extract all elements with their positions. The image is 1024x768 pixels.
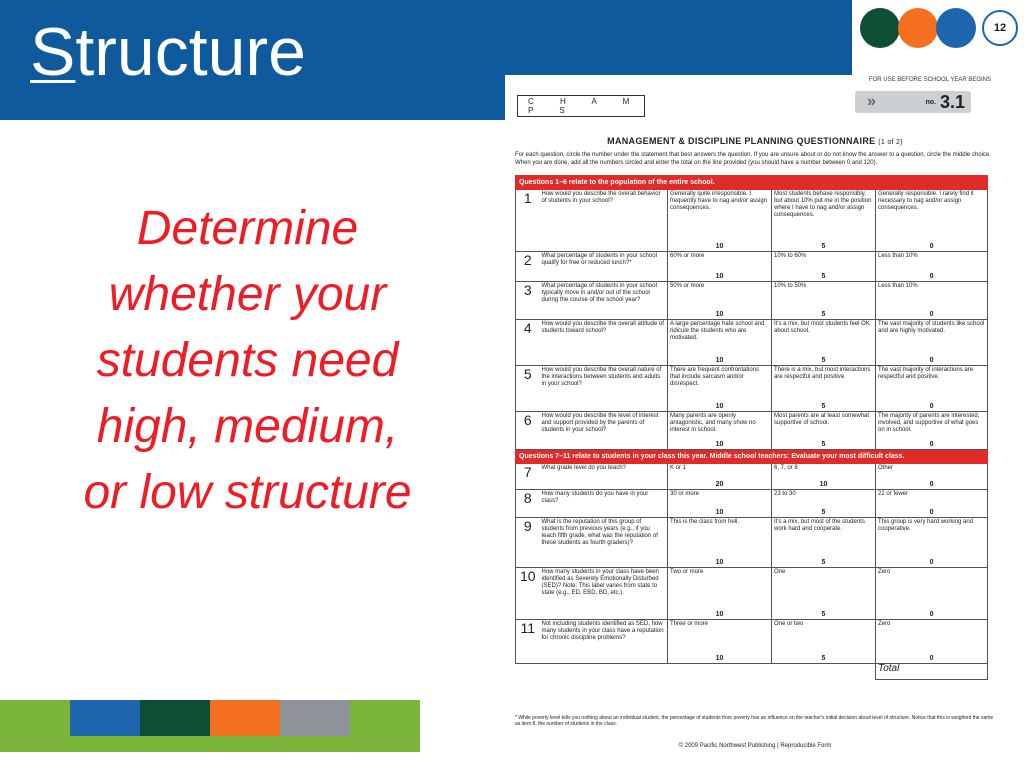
answer-option[interactable]: [668, 320, 772, 366]
answer-points: 0: [929, 481, 934, 488]
question-number: 8: [516, 490, 540, 518]
champs-logo: C H A M P S: [517, 95, 645, 117]
slide-title: [30, 14, 306, 90]
answer-text: Less than 10%: [878, 283, 918, 289]
total-field[interactable]: Total: [876, 664, 988, 680]
double-chevron-icon: »: [867, 93, 876, 110]
answer-option[interactable]: [876, 490, 988, 518]
answer-points: 0: [929, 273, 934, 280]
answer-points: 5: [821, 655, 826, 662]
questionnaire-intro: For each question, circle the number under the statement that best answers the question. If you are unsure about or do not know the answer to a question, circle the middle choice. When you are done, add all the numbers circled and enter the total on the line provided (you should have a number between 0 and 120).: [515, 152, 991, 166]
answer-text: There are frequent confrontations that include sarcasm and/or disrespect.: [670, 367, 760, 387]
question-text: What is the reputation of this group of students from previous years (e.g., if you teach fifth grade, what was the reputation of these students as fourth graders)?: [540, 518, 668, 568]
answer-option[interactable]: [772, 620, 876, 664]
answer-points: 10: [715, 403, 724, 410]
lead-line: whether your: [108, 268, 387, 321]
answer-points: 0: [929, 403, 934, 410]
question-text: How many students in your class have been identified as Severely Emotionally Disturbed (SED)? Note: This label varies from state to state (e.g., ED, EBD, BD, etc.).: [540, 568, 668, 620]
answer-text: 60% or more: [670, 253, 705, 259]
total-row: [516, 664, 988, 680]
question-text: What percentage of students in your school qualify for free or reduced lunch?*: [540, 252, 668, 282]
answer-points: 5: [821, 509, 826, 516]
question-row: [516, 190, 988, 252]
form-number-badge: [855, 91, 971, 113]
answer-points: 0: [929, 243, 934, 250]
answer-text: A large percentage hate school and ridicule the students who are motivated.: [670, 321, 765, 341]
answer-points: 10: [715, 441, 724, 448]
form-number-label: no.: [925, 98, 936, 106]
question-text: How many students do you have in your class?: [540, 490, 668, 518]
answer-text: Less than 10%: [878, 253, 918, 259]
answer-points: 10: [715, 273, 724, 280]
answer-points: 5: [821, 243, 826, 250]
questionnaire-title-text: MANAGEMENT & DISCIPLINE PLANNING QUESTIONNAIRE: [607, 136, 876, 146]
answer-text: There is a mix, but most interactions are respectful and positive.: [774, 367, 871, 380]
answer-text: Generally responsible. I rarely find it necessary to nag and/or assign consequences.: [878, 191, 974, 211]
answer-option[interactable]: [876, 366, 988, 412]
answer-text: The vast majority of interactions are respectful and positive.: [878, 367, 974, 380]
answer-option[interactable]: [772, 412, 876, 450]
answer-points: 0: [929, 509, 934, 516]
answer-points: 5: [821, 403, 826, 410]
answer-option[interactable]: [772, 282, 876, 320]
answer-points: 10: [715, 509, 724, 516]
slide-title-initial: S: [30, 14, 76, 90]
answer-text: Generally quite irresponsible. I frequently have to nag and/or assign consequences.: [670, 191, 768, 211]
section-header-class: [516, 450, 988, 464]
answer-text: Most students behave responsibly, but about 10% put me in the position where I have to nag and/or assign consequences.: [774, 191, 872, 218]
answer-text: The majority of parents are interested, involved, and supportive of what goes on in school.: [878, 413, 980, 433]
answer-option[interactable]: [772, 320, 876, 366]
answer-text: Other: [878, 465, 894, 471]
question-row: [516, 620, 988, 664]
form-number: 3.1: [939, 91, 965, 112]
answer-points: 10: [715, 243, 724, 250]
decorative-circles: [860, 8, 974, 48]
lead-line: high, medium,: [96, 400, 399, 453]
question-row: [516, 252, 988, 282]
question-row: [516, 490, 988, 518]
answer-text: Most parents are at least somewhat supportive of school.: [774, 413, 870, 426]
question-number: 4: [516, 320, 540, 366]
answer-option[interactable]: [668, 464, 772, 490]
answer-option[interactable]: [668, 620, 772, 664]
answer-points: 0: [929, 311, 934, 318]
answer-text: Three or more: [670, 621, 709, 627]
answer-option[interactable]: [668, 412, 772, 450]
question-number: 5: [516, 366, 540, 412]
section-header-school: [516, 176, 988, 190]
answer-text: 6, 7, or 8: [774, 465, 798, 471]
question-text: How would you describe the overall attitude of students toward school?: [540, 320, 668, 366]
question-text: How would you describe the overall nature of the interactions between students and adults in your school?: [540, 366, 668, 412]
answer-option[interactable]: [668, 282, 772, 320]
answer-text: The vast majority of students like school and are highly motivated.: [878, 321, 985, 334]
answer-points: 10: [715, 655, 724, 662]
question-text: Not including students identified as SED, how many students in your class have a reputation for chronic discipline problems?: [540, 620, 668, 664]
answer-option[interactable]: [668, 366, 772, 412]
questionnaire-part: (1 of 2): [878, 139, 903, 146]
answer-text: 30 or more: [670, 491, 700, 497]
answer-text: Two or more: [670, 569, 704, 575]
question-row: [516, 568, 988, 620]
lead-text: [0, 196, 495, 526]
answer-option[interactable]: [772, 490, 876, 518]
answer-points: 20: [715, 481, 724, 488]
answer-text: This group is very hard working and cooperative.: [878, 519, 974, 532]
question-row: [516, 320, 988, 366]
blue-circle-icon: [936, 8, 976, 48]
question-number: 3: [516, 282, 540, 320]
copyright: © 2009 Pacific Northwest Publishing | Reproducible Form: [678, 743, 832, 749]
answer-points: 10: [715, 559, 724, 566]
questionnaire-title: [505, 136, 1005, 146]
answer-points: 5: [821, 559, 826, 566]
question-row: [516, 464, 988, 490]
answer-text: It's a mix, but most students feel OK about school.: [774, 321, 870, 334]
answer-points: 0: [929, 559, 934, 566]
section-header-class-text: Questions 7–11 relate to students in your class this year. Middle school teachers: Evaluate your most difficult class.: [516, 450, 988, 464]
question-text: What percentage of students in your school typically move in and/or out of the school during the course of the school year?: [540, 282, 668, 320]
answer-option[interactable]: [876, 320, 988, 366]
answer-points: 0: [929, 357, 934, 364]
answer-text: 23 to 30: [774, 491, 796, 497]
answer-option[interactable]: [876, 620, 988, 664]
answer-points: 5: [821, 311, 826, 318]
question-text: What grade level do you teach?: [540, 464, 668, 490]
question-number: 2: [516, 252, 540, 282]
answer-text: 50% or more: [670, 283, 705, 289]
answer-points: 5: [821, 441, 826, 448]
answer-text: 22 or fewer: [878, 491, 909, 497]
answer-points: 10: [715, 311, 724, 318]
slide-title-rest: tructure: [75, 14, 306, 90]
answer-points: 0: [929, 441, 934, 448]
answer-points: 10: [715, 357, 724, 364]
answer-text: Many parents are openly antagonistic, and many show no interest in school.: [670, 413, 756, 433]
answer-text: Zero: [878, 621, 891, 627]
answer-points: 5: [821, 357, 826, 364]
for-use-note: FOR USE BEFORE SCHOOL YEAR BEGINS: [868, 77, 991, 83]
question-row: [516, 282, 988, 320]
questionnaire-table: [515, 175, 988, 680]
answer-option[interactable]: [668, 518, 772, 568]
answer-text: This is the class from hell.: [670, 519, 740, 525]
lead-line: students need: [96, 334, 399, 387]
answer-option[interactable]: [772, 190, 876, 252]
section-header-school-text: Questions 1–6 relate to the population of the entire school.: [516, 176, 988, 190]
question-number: 6: [516, 412, 540, 450]
answer-option[interactable]: [772, 518, 876, 568]
answer-option[interactable]: [668, 252, 772, 282]
answer-text: 10% to 60%: [774, 253, 807, 259]
stripe-bottom-band: [0, 736, 420, 752]
answer-option[interactable]: [668, 490, 772, 518]
answer-option[interactable]: [772, 464, 876, 490]
answer-option[interactable]: [668, 190, 772, 252]
answer-option[interactable]: [668, 568, 772, 620]
answer-points: 5: [821, 611, 826, 618]
answer-option[interactable]: [772, 366, 876, 412]
answer-option[interactable]: [876, 412, 988, 450]
green-circle-icon: [860, 8, 900, 48]
answer-points: 10: [819, 481, 828, 488]
lead-line: or low structure: [83, 466, 412, 519]
total-spacer: [516, 664, 876, 680]
answer-option[interactable]: [772, 252, 876, 282]
page-number: 12: [982, 10, 1018, 46]
question-number: 1: [516, 190, 540, 252]
answer-option[interactable]: [876, 518, 988, 568]
answer-text: K or 1: [670, 465, 687, 471]
answer-text: Zero: [878, 569, 891, 575]
answer-points: 10: [715, 611, 724, 618]
orange-circle-icon: [898, 8, 938, 48]
answer-option[interactable]: [876, 190, 988, 252]
answer-text: 10% to 50%: [774, 283, 807, 289]
question-number: 9: [516, 518, 540, 568]
answer-points: 0: [929, 655, 934, 662]
answer-option[interactable]: [876, 282, 988, 320]
answer-text: One: [774, 569, 786, 575]
question-text: How would you describe the overall behavior of students in your school?: [540, 190, 668, 252]
answer-points: 0: [929, 611, 934, 618]
question-number: 11: [516, 620, 540, 664]
answer-text: One or two: [774, 621, 804, 627]
answer-option[interactable]: [772, 568, 876, 620]
footnote: * While poverty level tells you nothing about an individual student, the percentage of students from poverty has an influence on the teacher's initial decision about level of structure. Notice that this is weighted the same as item 8, the number of students in the class.: [515, 715, 994, 727]
question-text: How would you describe the level of interest and support provided by the parents of students in your school?: [540, 412, 668, 450]
answer-text: It's a mix, but most of the students work hard and cooperate.: [774, 519, 865, 532]
answer-option[interactable]: [876, 568, 988, 620]
answer-option[interactable]: [876, 464, 988, 490]
question-row: [516, 412, 988, 450]
question-number: 10: [516, 568, 540, 620]
question-row: [516, 518, 988, 568]
answer-points: 5: [821, 273, 826, 280]
question-row: [516, 366, 988, 412]
question-number: 7: [516, 464, 540, 490]
questionnaire-document: [505, 75, 1005, 755]
answer-option[interactable]: [876, 252, 988, 282]
lead-line: Determine: [136, 202, 359, 255]
